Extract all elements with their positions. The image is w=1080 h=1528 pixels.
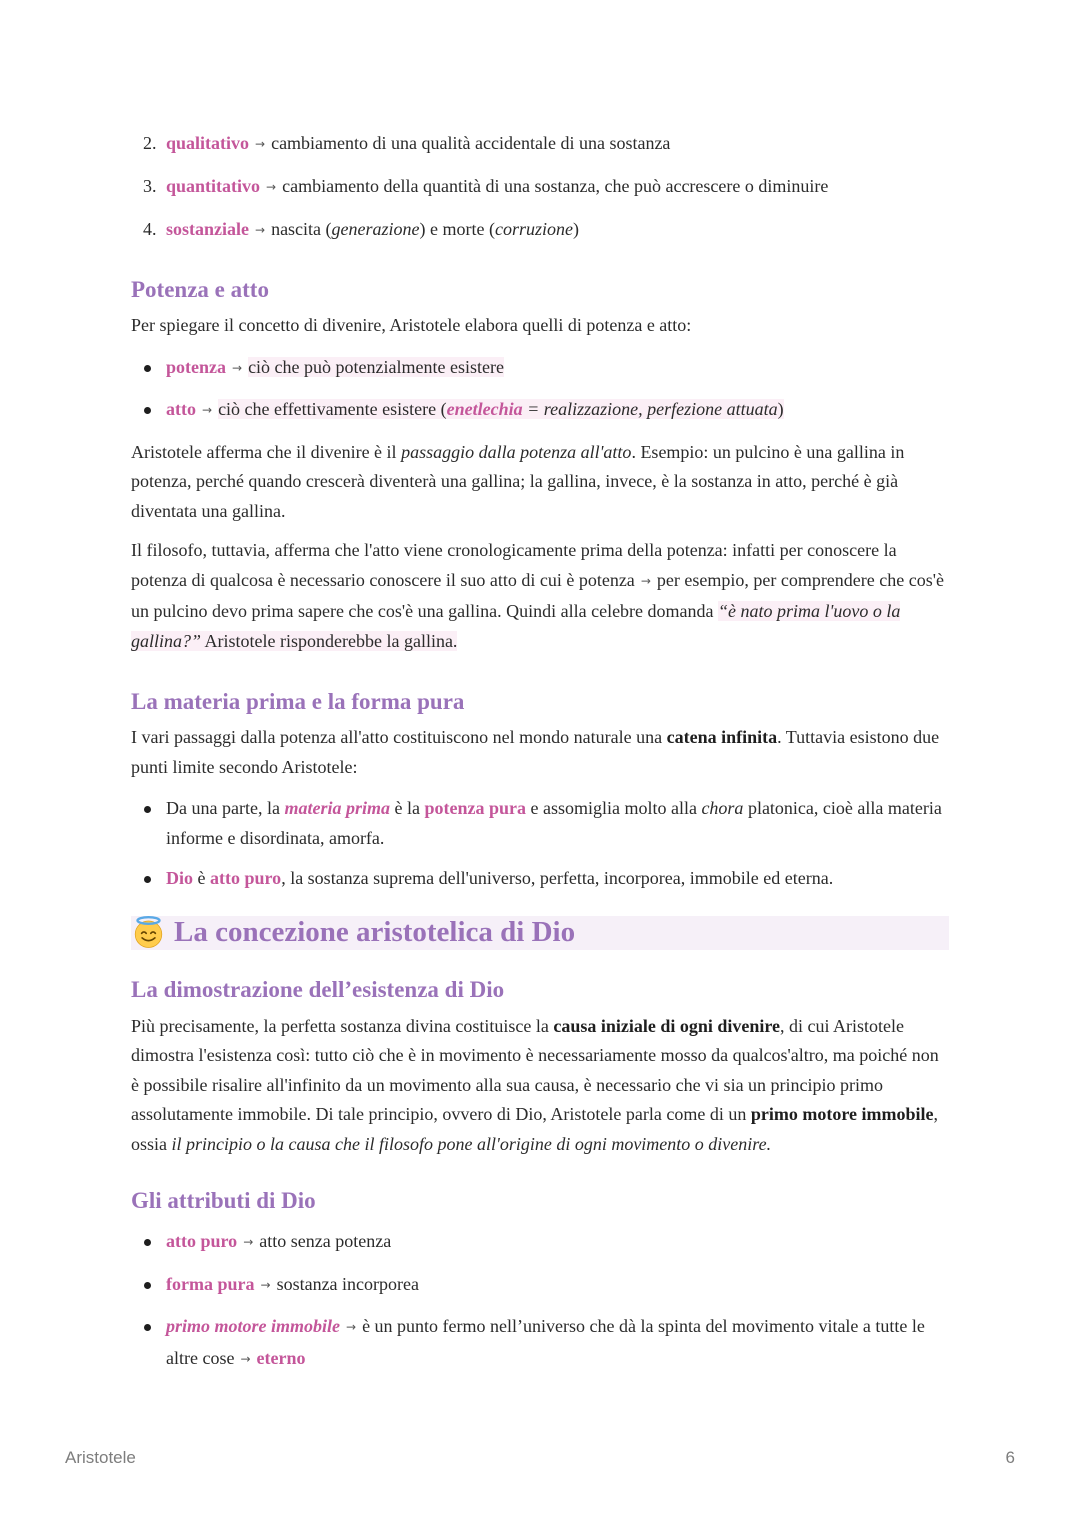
footer-title: Aristotele <box>65 1448 136 1467</box>
heading-potenza-atto: Potenza e atto <box>131 277 269 302</box>
paragraph: Aristotele afferma che il divenire è il passaggio dalla potenza all'atto. Esempio: un pulcino è una gallina in potenza, perché quando crescerà diventerà una gallina; la gallina, invece, è la sostanza in atto, perché è già diventata una gallina. <box>131 441 905 521</box>
paragraph: I vari passaggi dalla potenza all'atto costituiscono nel mondo naturale una catena infinita. Tuttavia esistono due punti limite secondo Aristotele: <box>131 727 940 777</box>
arrow-icon: → <box>640 573 651 588</box>
list-item: atto → ciò che effettivamente esistere (enetlechia = realizzazione, perfezione attuata) <box>131 395 949 427</box>
list-item: 3. quantitativo → cambiamento della quantità di una sostanza, che può accrescere o diminuire <box>143 176 829 196</box>
page-number: 6 <box>1005 1448 1015 1467</box>
list-item: primo motore immobile → è un punto fermo nell’universo che dà la spinta del movimento vitale a tutte le altre cose → eterno <box>131 1312 949 1375</box>
list-item: potenza → ciò che può potenzialmente esistere <box>131 353 949 385</box>
section-title: La concezione aristotelica di Dio <box>174 915 576 948</box>
list-item: 2. qualitativo → cambiamento di una qualità accidentale di una sostanza <box>143 133 671 153</box>
materia-list <box>131 794 949 894</box>
arrow-icon: → <box>232 360 243 375</box>
arrow-icon: → <box>240 1351 251 1366</box>
arrow-icon: → <box>202 403 213 417</box>
heading-dimostrazione: La dimostrazione dell’esistenza di Dio <box>131 976 505 1002</box>
arrow-icon: → <box>255 223 266 237</box>
list-item: Dio è atto puro, la sostanza suprema dell'universo, perfetta, incorporea, immobile ed eterna. <box>131 864 949 894</box>
paragraph: Più precisamente, la perfetta sostanza divina costituisce la causa iniziale di ogni divenire, di cui Aristotele dimostra l'esistenza così: tutto ciò che è in movimento è necessariamente mosso da qualcos'altro, ma poiché non è possibile risalire all'infinito da un movimento alla sua causa, è necessario che vi sia un principio primo assolutamente immobile. Di tale principio, ovvero di Dio, Aristotele parla come di un primo motore immobile, ossia il principio o la causa che il filosofo pone all'origine di ogni movimento o divenire. <box>131 1015 939 1154</box>
heading-attributi: Gli attributi di Dio <box>131 1188 316 1213</box>
change-types-list <box>131 128 949 246</box>
attributi-list <box>131 1227 949 1375</box>
paragraph: Per spiegare il concetto di divenire, Aristotele elabora quelli di potenza e atto: <box>131 315 692 335</box>
list-item: Da una parte, la materia prima è la potenza pura e assomiglia molto alla chora platonica, cioè alla materia informe e disordinata, amorfa. <box>131 794 949 853</box>
potenza-atto-list <box>131 353 949 427</box>
list-item: forma pura → sostanza incorporea <box>131 1270 949 1302</box>
arrow-icon: → <box>346 1320 357 1334</box>
arrow-icon: → <box>266 180 277 194</box>
section-heading <box>131 916 949 950</box>
arrow-icon: → <box>260 1277 271 1292</box>
list-item: 4. sostanziale → nascita (generazione) e morte (corruzione) <box>143 219 579 239</box>
heading-materia: La materia prima e la forma pura <box>131 689 465 714</box>
arrow-icon: → <box>255 137 266 151</box>
list-item: atto puro → atto senza potenza <box>131 1227 949 1259</box>
page-content <box>131 128 949 1386</box>
arrow-icon: → <box>243 1235 254 1249</box>
paragraph: Il filosofo, tuttavia, afferma che l'atto viene cronologicamente prima della potenza: infatti per conoscere la potenza di qualcosa è necessario conoscere il suo atto di cui è potenza → per esempio, per comprendere che cos'è un pulcino devo prima sapere che cos'è una gallina. Quindi alla celebre domanda “è nato prima l'uovo o la gallina?” Aristotele risponderebbe la gallina. <box>131 540 944 651</box>
smiling-face-with-halo-icon <box>132 915 165 948</box>
